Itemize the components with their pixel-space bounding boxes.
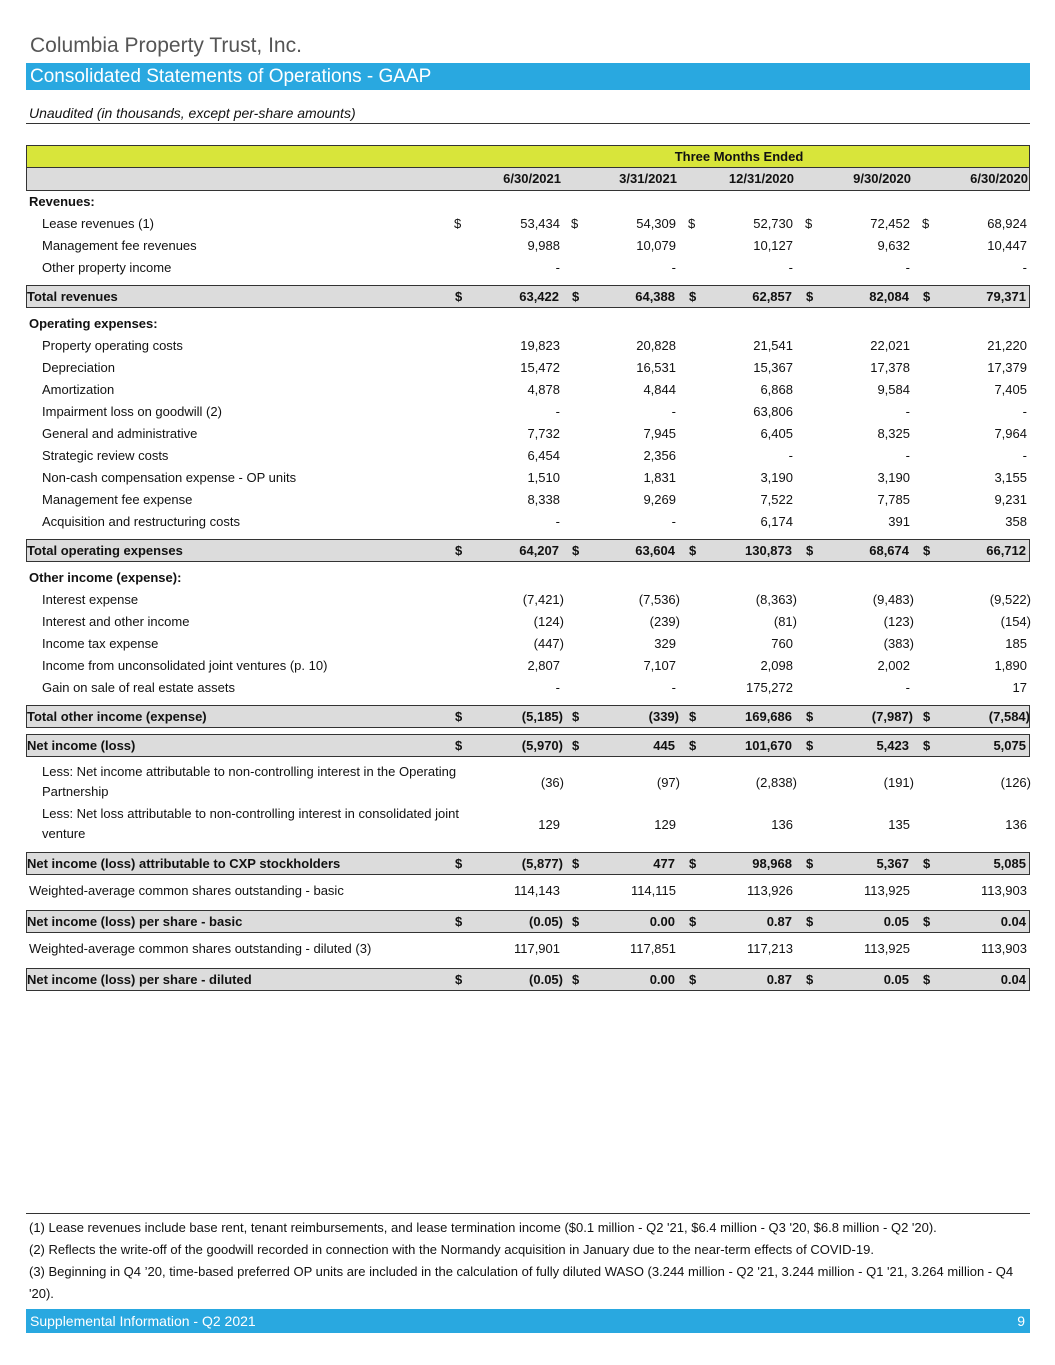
value-cell: 7,522 [760,492,793,507]
value-cell: 17,379 [987,360,1027,375]
value-cell: 136 [1005,817,1027,832]
total-row [26,910,1030,933]
row-label: Net income (loss) [27,738,136,753]
row-label: Property operating costs [42,338,183,353]
value-cell: 0.87 [766,914,792,929]
value-cell: (36) [540,775,564,790]
value-cell: 6,868 [760,382,793,397]
statement-title: Consolidated Statements of Operations - GAAP [26,63,1030,90]
dollar-sign: $ [923,972,931,987]
period-date: 6/30/2020 [970,171,1028,186]
row-label: Total other income (expense) [27,709,207,724]
dollar-sign: $ [806,972,814,987]
section-header [26,567,1030,589]
dollar-sign: $ [454,216,462,231]
value-cell: (123) [883,614,914,629]
value-cell: - [905,448,910,463]
dollar-sign: $ [806,709,814,724]
value-cell: 9,632 [877,238,910,253]
dollar-sign: $ [806,543,814,558]
dollar-sign: $ [455,289,463,304]
row-label: Strategic review costs [42,448,169,463]
table-row [26,401,1030,423]
value-cell: 7,964 [994,426,1027,441]
dollar-sign: $ [571,216,579,231]
value-cell: 7,405 [994,382,1027,397]
total-row [26,734,1030,757]
table-row [26,633,1030,655]
dollar-sign: $ [689,543,697,558]
footnote-divider [26,1213,1030,1214]
row-label: Weighted-average common shares outstanding - basic [29,883,344,898]
value-cell: 113,903 [980,883,1027,898]
period-date: 9/30/2020 [853,171,911,186]
table-row [26,677,1030,699]
value-cell: 114,115 [630,883,676,898]
row-label: Income tax expense [42,636,159,651]
value-cell: - [671,514,676,529]
value-cell: 5,423 [876,738,909,753]
row-label: Net income (loss) per share - diluted [27,972,252,987]
value-cell: 9,269 [643,492,676,507]
value-cell: 10,127 [753,238,793,253]
table-row [26,379,1030,401]
value-cell: (339) [648,709,679,724]
value-cell: 19,823 [520,338,560,353]
value-cell: 114,143 [513,883,560,898]
row-label: Other income (expense): [29,570,182,585]
value-cell: 329 [654,636,676,651]
value-cell: 113,925 [863,941,910,956]
table-row [26,467,1030,489]
value-cell: (7,584) [988,709,1030,724]
table-row [26,804,1030,846]
value-cell: - [671,680,676,695]
value-cell: 6,174 [760,514,793,529]
value-cell: 5,085 [993,856,1026,871]
dollar-sign: $ [689,709,697,724]
value-cell: - [555,260,560,275]
value-cell: 7,107 [643,658,676,673]
value-cell: (2,838) [755,775,797,790]
table-row [26,762,1030,804]
value-cell: 129 [654,817,676,832]
value-cell: 130,873 [745,543,792,558]
dollar-sign: $ [806,856,814,871]
value-cell: 20,828 [636,338,676,353]
value-cell: - [788,448,793,463]
value-cell: 21,541 [753,338,793,353]
value-cell: - [671,404,676,419]
dollar-sign: $ [923,543,931,558]
table-row [26,511,1030,533]
row-label: Management fee revenues [42,238,197,253]
row-label: Total operating expenses [27,543,183,558]
value-cell: 1,510 [527,470,560,485]
value-cell: (383) [883,636,914,651]
value-cell: 477 [653,856,675,871]
value-cell: 54,309 [636,216,676,231]
row-label: Other property income [42,260,172,275]
period-span-label: Three Months Ended [674,149,804,164]
dollar-sign: $ [923,738,931,753]
value-cell: 0.04 [1000,972,1026,987]
value-cell: 64,207 [519,543,559,558]
total-row [26,852,1030,875]
row-label: Weighted-average common shares outstanding - diluted (3) [29,941,372,956]
value-cell: 0.00 [649,914,675,929]
value-cell: 9,988 [527,238,560,253]
value-cell: 0.05 [883,972,909,987]
dollar-sign: $ [689,972,697,987]
dollar-sign: $ [572,543,580,558]
dollar-sign: $ [689,914,697,929]
value-cell: (5,877) [521,856,563,871]
value-cell: 16,531 [636,360,676,375]
page-footer [26,1309,1030,1333]
value-cell: 6,405 [760,426,793,441]
dollar-sign: $ [572,738,580,753]
value-cell: (447) [533,636,564,651]
value-cell: 5,367 [876,856,909,871]
value-cell: 2,356 [643,448,676,463]
value-cell: - [555,514,560,529]
subtitle-divider [26,123,1030,124]
value-cell: - [1022,260,1027,275]
company-name: Columbia Property Trust, Inc. [30,34,302,57]
period-header [26,145,1030,168]
value-cell: (191) [883,775,914,790]
value-cell: (81) [773,614,797,629]
dollar-sign: $ [806,914,814,929]
value-cell: (9,483) [872,592,914,607]
value-cell: 52,730 [753,216,793,231]
dollar-sign: $ [455,709,463,724]
footnote-3: (3) Beginning in Q4 ’20, time-based preferred OP units are included in the calculation of fully diluted WASO (3.244 million - Q2 '21, 3.244 million - Q1 '21, 3.264 million - Q4 '20). [29,1264,1014,1301]
value-cell: (7,987) [871,709,913,724]
table-row [26,880,1030,904]
value-cell: 117,851 [629,941,676,956]
dollar-sign: $ [572,914,580,929]
dollar-sign: $ [455,972,463,987]
section-header [26,313,1030,335]
value-cell: 62,857 [752,289,792,304]
page-number: 9 [1017,1313,1025,1329]
value-cell: 2,002 [877,658,910,673]
value-cell: 6,454 [527,448,560,463]
value-cell: 17 [1012,680,1027,695]
value-cell: (7,536) [638,592,680,607]
value-cell: 391 [888,514,910,529]
total-row [26,968,1030,991]
value-cell: 53,434 [520,216,560,231]
table-row [26,589,1030,611]
value-cell: (8,363) [755,592,797,607]
value-cell: 8,338 [527,492,560,507]
value-cell: 66,712 [986,543,1026,558]
value-cell: 63,422 [519,289,559,304]
total-row [26,539,1030,562]
period-date: 6/30/2021 [503,171,561,186]
value-cell: (126) [1000,775,1031,790]
value-cell: 79,371 [986,289,1026,304]
dollar-sign: $ [688,216,696,231]
row-label: Interest expense [42,592,139,607]
value-cell: 82,084 [869,289,909,304]
value-cell: 64,388 [635,289,675,304]
row-label: Net income (loss) per share - basic [27,914,243,929]
value-cell: - [671,260,676,275]
dollar-sign: $ [805,216,813,231]
value-cell: 10,079 [636,238,676,253]
value-cell: 175,272 [746,680,793,695]
period-date: 3/31/2021 [619,171,677,186]
row-label: Total revenues [27,289,118,304]
table-row [26,257,1030,279]
row-label: Depreciation [42,360,115,375]
value-cell: (9,522) [989,592,1031,607]
dollar-sign: $ [923,914,931,929]
value-cell: 129 [538,817,560,832]
value-cell: 0.00 [649,972,675,987]
value-cell: 5,075 [993,738,1026,753]
dollar-sign: $ [922,216,930,231]
table-row [26,445,1030,467]
row-label: Management fee expense [42,492,193,507]
value-cell: (154) [1000,614,1031,629]
value-cell: - [1022,448,1027,463]
row-label: Revenues: [29,194,95,209]
income-statement-table [26,145,1030,996]
dollar-sign: $ [455,856,463,871]
table-row [26,335,1030,357]
value-cell: 445 [653,738,675,753]
value-cell: - [1022,404,1027,419]
table-row [26,489,1030,511]
table-row [26,213,1030,235]
value-cell: 3,190 [760,470,793,485]
value-cell: 169,686 [745,709,792,724]
value-cell: - [555,680,560,695]
value-cell: - [555,404,560,419]
value-cell: - [788,260,793,275]
value-cell: 17,378 [870,360,910,375]
dollar-sign: $ [572,289,580,304]
total-row [26,285,1030,308]
row-label: General and administrative [42,426,198,441]
row-label: Net income (loss) attributable to CXP stockholders [27,856,341,871]
value-cell: 15,472 [520,360,560,375]
dollar-sign: $ [923,709,931,724]
value-cell: (5,970) [521,738,563,753]
value-cell: - [905,260,910,275]
value-cell: 1,890 [994,658,1027,673]
dollar-sign: $ [689,738,697,753]
value-cell: 68,674 [869,543,909,558]
dollar-sign: $ [455,543,463,558]
value-cell: 15,367 [753,360,793,375]
value-cell: - [905,404,910,419]
dollar-sign: $ [572,856,580,871]
value-cell: 8,325 [877,426,910,441]
table-row [26,235,1030,257]
value-cell: (0.05) [529,972,563,987]
value-cell: 2,098 [760,658,793,673]
section-header [26,191,1030,213]
row-label: Impairment loss on goodwill (2) [42,404,222,419]
value-cell: 3,155 [994,470,1027,485]
value-cell: - [905,680,910,695]
value-cell: 63,806 [753,404,793,419]
value-cell: (0.05) [529,914,563,929]
row-label: Income from unconsolidated joint ventures (p. 10) [42,658,328,673]
value-cell: (5,185) [521,709,563,724]
value-cell: 113,925 [863,883,910,898]
row-label: Less: Net loss attributable to non-controlling interest in consolidated joint venture [42,806,459,841]
value-cell: 117,901 [513,941,560,956]
footer-label: Supplemental Information - Q2 2021 [30,1313,256,1329]
value-cell: 0.04 [1000,914,1026,929]
value-cell: 101,670 [745,738,792,753]
value-cell: 117,213 [746,941,793,956]
value-cell: 98,968 [752,856,792,871]
value-cell: (97) [656,775,680,790]
date-header-row [26,168,1030,191]
value-cell: 22,021 [870,338,910,353]
value-cell: 1,831 [643,470,676,485]
footnote-2: (2) Reflects the write-off of the goodwill recorded in connection with the Normandy acquisition in January due to the near-term effects of COVID-19. [29,1242,874,1257]
value-cell: 72,452 [870,216,910,231]
value-cell: 4,878 [527,382,560,397]
dollar-sign: $ [455,738,463,753]
value-cell: 135 [888,817,910,832]
value-cell: 9,584 [877,382,910,397]
dollar-sign: $ [455,914,463,929]
row-label: Operating expenses: [29,316,158,331]
value-cell: 113,903 [980,941,1027,956]
row-label: Acquisition and restructuring costs [42,514,240,529]
value-cell: 3,190 [877,470,910,485]
row-label: Non-cash compensation expense - OP units [42,470,297,485]
value-cell: 9,231 [994,492,1027,507]
value-cell: (239) [649,614,680,629]
row-label: Less: Net income attributable to non-controlling interest in the Operating Partnership [42,764,457,799]
statement-subtitle: Unaudited (in thousands, except per-share amounts) [29,105,356,121]
value-cell: 760 [771,636,793,651]
value-cell: 358 [1005,514,1027,529]
value-cell: 185 [1005,636,1027,651]
dollar-sign: $ [689,856,697,871]
value-cell: 0.05 [883,914,909,929]
value-cell: 21,220 [987,338,1027,353]
dollar-sign: $ [806,738,814,753]
value-cell: 7,732 [527,426,560,441]
row-label: Interest and other income [42,614,190,629]
dollar-sign: $ [572,709,580,724]
dollar-sign: $ [689,289,697,304]
footnotes [29,1217,1019,1305]
table-row [26,611,1030,633]
value-cell: 63,604 [635,543,675,558]
row-label: Lease revenues (1) [42,216,155,231]
value-cell: 136 [771,817,793,832]
row-label: Amortization [42,382,115,397]
value-cell: (7,421) [522,592,564,607]
row-label: Gain on sale of real estate assets [42,680,235,695]
value-cell: (124) [533,614,564,629]
value-cell: 2,807 [527,658,560,673]
table-row [26,357,1030,379]
footnote-1: (1) Lease revenues include base rent, tenant reimbursements, and lease termination income ($0.1 million - Q2 '21, $6.4 million - Q3 '20, $6.8 million - Q2 '20). [29,1220,937,1235]
value-cell: 4,844 [643,382,676,397]
table-row [26,938,1030,962]
value-cell: 113,926 [746,883,793,898]
value-cell: 68,924 [987,216,1027,231]
dollar-sign: $ [923,856,931,871]
value-cell: 10,447 [987,238,1027,253]
table-row [26,423,1030,445]
dollar-sign: $ [572,972,580,987]
period-date: 12/31/2020 [728,171,794,186]
value-cell: 7,785 [877,492,910,507]
value-cell: 7,945 [643,426,676,441]
total-row [26,705,1030,728]
dollar-sign: $ [923,289,931,304]
dollar-sign: $ [806,289,814,304]
value-cell: 0.87 [766,972,792,987]
table-row [26,655,1030,677]
